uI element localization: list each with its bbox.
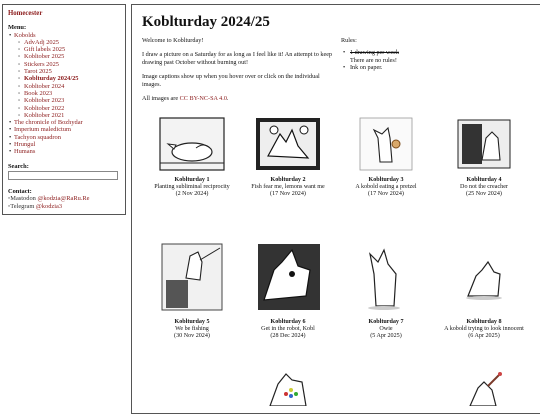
gallery-item-title: Koblturday 1	[174, 177, 210, 183]
submenu-kobolds	[14, 39, 120, 119]
gallery-item-title: Koblturday 4	[466, 177, 502, 183]
gallery-item-title: Koblturday 8	[466, 319, 502, 325]
kobold-sleeping-image[interactable]	[156, 116, 228, 172]
license-prefix: All images are	[142, 95, 180, 103]
gallery-item-date: (28 Dec 2024)	[270, 333, 306, 340]
rule-text: Ink on paper.	[350, 64, 383, 72]
kobold-lemons-image[interactable]	[252, 116, 324, 172]
gallery-item-caption: We be fishing	[175, 326, 209, 333]
gallery-item-5	[142, 240, 242, 341]
gallery-item-title: Koblturday 7	[368, 319, 404, 325]
rule-note: There are no rules!	[350, 56, 397, 64]
kobold-pretzel-image[interactable]	[350, 116, 422, 172]
kobold-robot-image[interactable]	[252, 240, 324, 314]
menu-link-chronicle[interactable]: The chronicle of Bozhydar	[14, 119, 83, 127]
menu-link-tachyon[interactable]: Tachyon squadron	[14, 133, 61, 141]
gallery-item-date: (5 Apr 2025)	[370, 333, 402, 340]
telegram-icon: ▫	[8, 202, 11, 210]
rule-text-struck: 1 drawing per week	[350, 49, 399, 57]
submenu-item	[24, 75, 120, 82]
sidebar	[2, 4, 126, 215]
gallery-item-title: Koblturday 3	[368, 177, 404, 183]
kobold-brush-image[interactable]	[448, 366, 520, 406]
gallery-item-3	[336, 116, 436, 199]
menu-link-humans[interactable]: Humans	[14, 148, 36, 156]
gallery-item-date: (25 Nov 2024)	[466, 191, 502, 198]
menu-item	[14, 134, 120, 141]
submenu-link-kobltober-2023[interactable]: Kobltober 2023	[24, 97, 65, 105]
contact-mastodon	[8, 195, 120, 202]
rule-item	[350, 64, 461, 71]
menu-link-kobolds[interactable]: Kobolds	[14, 31, 36, 39]
submenu-link-stickers-2025[interactable]: Stickers 2025	[24, 60, 59, 68]
submenu-link-kobltober-2022[interactable]: Kobltober 2022	[24, 104, 65, 112]
submenu-item	[24, 112, 120, 119]
license-suffix: .	[226, 95, 229, 103]
telegram-label: Telegram	[10, 202, 35, 210]
mastodon-label: Mastodon	[10, 195, 36, 203]
submenu-link-gift-labels-2025[interactable]: Gift labels 2025	[24, 46, 66, 54]
intro-welcome: Welcome to Koblturday!	[142, 37, 204, 44]
submenu-item	[24, 97, 120, 104]
gallery-item-6	[238, 240, 338, 341]
gallery-item-caption: A kobold eating a pretzel	[355, 184, 417, 191]
menu-item	[14, 119, 120, 126]
menu-item-kobolds	[14, 32, 120, 120]
mastodon-link[interactable]: @kodzia@RaRu.Re	[37, 195, 90, 203]
gallery-item-caption: Planting subliminal reciprocity	[154, 184, 230, 191]
contact-telegram	[8, 203, 120, 210]
menu-heading: Menu:	[8, 24, 27, 32]
rule-item	[350, 49, 461, 64]
menu-list	[8, 32, 120, 156]
telegram-link[interactable]: @kodzia3	[35, 202, 63, 210]
submenu-item	[24, 53, 120, 60]
gallery-item-caption: Fish fear me, lemons want me	[251, 184, 325, 191]
menu-item	[14, 141, 120, 148]
gallery-item-date: (6 Apr 2025)	[468, 333, 500, 340]
kobold-creacher-image[interactable]	[448, 116, 520, 172]
intro-captions-note: Image captions show up when you hover over or click on the individual images.	[142, 73, 320, 88]
gallery-item-date: (30 Nov 2024)	[174, 333, 210, 340]
submenu-item	[24, 61, 120, 68]
gallery-item-caption: Get in the robot, Kobl	[261, 326, 315, 333]
home-link[interactable]: Homecester	[8, 10, 43, 17]
submenu-link-kobltober-2025[interactable]: Kobltober 2025	[24, 53, 65, 61]
gallery-item-title: Koblturday 6	[270, 319, 306, 325]
submenu-item	[24, 90, 120, 97]
gallery-item-1	[142, 116, 242, 199]
gallery-item-title: Koblturday 2	[270, 177, 306, 183]
submenu-link-kobltober-2024[interactable]: Kobltober 2024	[24, 82, 65, 90]
gallery-item-9	[238, 366, 338, 411]
kobold-palette-image[interactable]	[252, 366, 324, 406]
search-input[interactable]	[8, 171, 118, 180]
kobold-owie-image[interactable]	[350, 240, 422, 314]
gallery-item-4	[434, 116, 534, 199]
rules-heading: Rules:	[341, 37, 357, 44]
rules	[341, 37, 461, 72]
gallery-item-date: (2 Nov 2024)	[175, 191, 209, 198]
submenu-item	[24, 68, 120, 75]
gallery-item-caption: Owie	[379, 326, 393, 333]
menu-link-hrungul[interactable]: Hrungul	[14, 141, 36, 149]
gallery-item-10	[434, 366, 534, 411]
submenu-link-tarot-2025[interactable]: Tarot 2025	[24, 68, 52, 76]
mastodon-icon: ▫	[8, 195, 11, 203]
menu-item	[14, 148, 120, 155]
submenu-link-kobltober-2021[interactable]: Kobltober 2021	[24, 111, 65, 119]
gallery-item-7	[336, 240, 436, 341]
submenu-item	[24, 105, 120, 112]
page-title: Koblturday 2024/25	[142, 14, 270, 30]
contact-heading: Contact:	[8, 187, 32, 195]
gallery-item-2	[238, 116, 338, 199]
gallery-item-8	[434, 240, 534, 341]
submenu-item	[24, 83, 120, 90]
intro-description: I draw a picture on a Saturday for as long as I feel like it! An attempt to keep drawing past October without burning out!	[142, 51, 333, 66]
kobold-innocent-image[interactable]	[448, 240, 520, 314]
submenu-link-advadj-2025[interactable]: AdvAdj 2025	[24, 38, 59, 46]
submenu-link-koblturday-current[interactable]: Koblturday 2024/25	[24, 75, 79, 83]
gallery-item-title: Koblturday 5	[174, 319, 210, 325]
intro	[142, 37, 337, 109]
gallery-item-caption: A kobold trying to look innocent	[444, 326, 524, 333]
gallery-item-caption: Do not the creacher	[460, 184, 508, 191]
submenu-item	[24, 39, 120, 46]
rules-list	[341, 49, 461, 71]
gallery-item-date: (17 Nov 2024)	[368, 191, 404, 198]
submenu-item	[24, 46, 120, 53]
gallery-item-date: (17 Nov 2024)	[270, 191, 306, 198]
menu-item	[14, 126, 120, 133]
license-line	[142, 95, 337, 102]
main-content	[131, 4, 540, 414]
menu-link-imperium[interactable]: Imperium maledictum	[14, 126, 71, 134]
search-heading: Search:	[8, 162, 29, 170]
license-link[interactable]: CC BY-NC-SA 4.0	[179, 95, 227, 103]
kobold-fishing-image[interactable]	[156, 240, 228, 314]
submenu-link-book-2023[interactable]: Book 2023	[24, 89, 53, 97]
